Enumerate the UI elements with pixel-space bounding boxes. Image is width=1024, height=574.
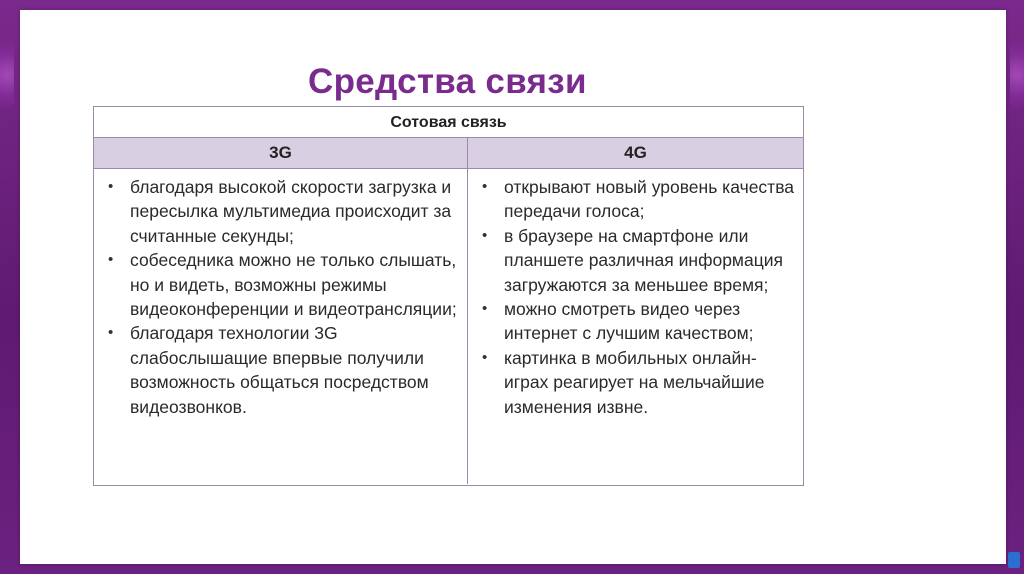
comparison-table: [93, 106, 804, 486]
list-item-text: благодаря высокой скорости загрузка и пересылка мультимедиа происходит за считанные секунды;: [130, 177, 452, 246]
corner-logo-mark: [1008, 552, 1020, 568]
bullet-icon: •: [108, 324, 114, 342]
cell-3g: [94, 169, 468, 484]
cell-4g: [468, 169, 803, 484]
list-item: [102, 321, 459, 419]
list-item: [102, 175, 459, 248]
right-frame-decoration: [1010, 40, 1024, 110]
list-3g: [102, 175, 459, 419]
list-item-text: картинка в мобильных онлайн-играх реагирует на мельчайшие изменения извне.: [504, 347, 765, 417]
list-item: [476, 175, 795, 224]
bullet-icon: •: [108, 178, 114, 195]
list-item-text: собеседника можно не только слышать, но и видеть, возможны режимы видеоконференции и видеотрансляции;: [130, 250, 457, 320]
bullet-icon: •: [482, 348, 488, 366]
table-body-row: [94, 169, 803, 484]
list-item: [476, 346, 795, 419]
list-item-text: можно смотреть видео через интернет с лучшим качеством;: [504, 299, 754, 344]
slide: [20, 10, 1006, 564]
list-item: [476, 297, 795, 346]
list-4g: [476, 175, 795, 419]
list-item: [102, 248, 459, 321]
slide-title: Средства связи: [308, 62, 587, 101]
list-item-text: открывают новый уровень качества передачи голоса;: [504, 177, 795, 222]
column-headers: [94, 138, 803, 169]
left-frame-decoration: [0, 40, 14, 110]
bullet-icon: •: [482, 226, 488, 244]
bullet-icon: •: [482, 300, 488, 318]
list-item-text: благодаря технологии 3G слабослышащие впервые получили возможность общаться посредством видеозвонков.: [130, 323, 429, 417]
bullet-icon: •: [482, 178, 488, 195]
column-header-3g: 3G: [94, 138, 468, 168]
list-item: [476, 224, 795, 297]
table-header: Сотовая связь: [94, 107, 803, 138]
column-header-4g: 4G: [624, 143, 647, 162]
list-item-text: в браузере на смартфоне или планшете различная информация загружаются за меньшее время;: [504, 225, 783, 295]
bullet-icon: •: [108, 251, 114, 269]
